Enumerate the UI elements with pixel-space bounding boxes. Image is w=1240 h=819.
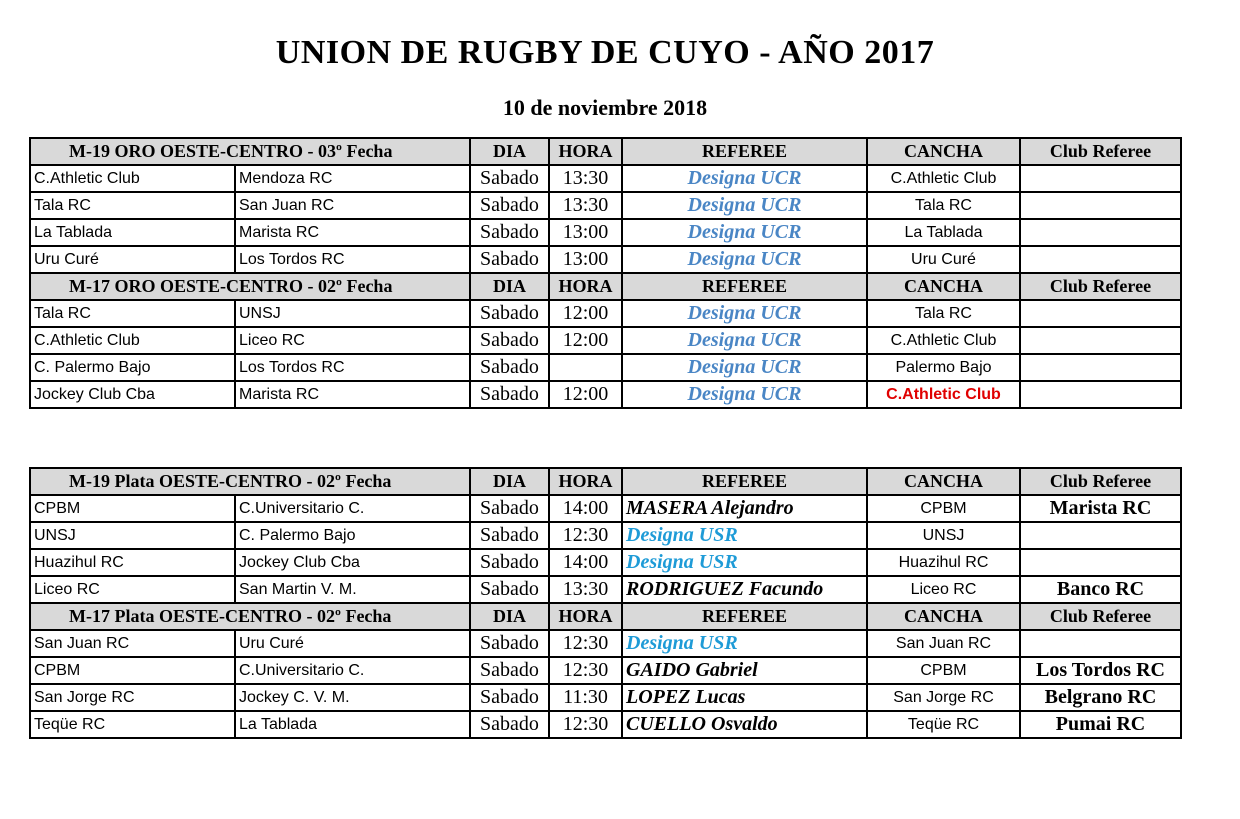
match-day: Sabado <box>470 300 549 327</box>
away-team: Uru Curé <box>235 630 470 657</box>
table-row <box>30 165 1181 192</box>
home-team: C.Athletic Club <box>30 327 235 354</box>
home-team: C. Palermo Bajo <box>30 354 235 381</box>
category-title: M-19 ORO OESTE-CENTRO - 03º Fecha <box>30 138 470 165</box>
club-referee <box>1020 381 1181 408</box>
table-row <box>30 657 1181 684</box>
match-time: 13:30 <box>549 576 622 603</box>
match-day: Sabado <box>470 165 549 192</box>
match-time <box>549 354 622 381</box>
venue: Palermo Bajo <box>867 354 1020 381</box>
away-team: C. Palermo Bajo <box>235 522 470 549</box>
table-row <box>30 522 1181 549</box>
match-day: Sabado <box>470 219 549 246</box>
club-referee: Banco RC <box>1020 576 1181 603</box>
referee: GAIDO Gabriel <box>622 657 867 684</box>
venue: Teqüe RC <box>867 711 1020 738</box>
table-row <box>30 354 1181 381</box>
home-team: Tala RC <box>30 192 235 219</box>
home-team: Tala RC <box>30 300 235 327</box>
club-referee <box>1020 246 1181 273</box>
section-header <box>30 273 1181 300</box>
table-row <box>30 549 1181 576</box>
venue: Huazihul RC <box>867 549 1020 576</box>
match-time: 13:30 <box>549 192 622 219</box>
home-team: CPBM <box>30 657 235 684</box>
cancha-header: CANCHA <box>867 273 1020 300</box>
home-team: La Tablada <box>30 219 235 246</box>
match-day: Sabado <box>470 522 549 549</box>
table-row <box>30 576 1181 603</box>
table-row <box>30 219 1181 246</box>
venue: La Tablada <box>867 219 1020 246</box>
referee: LOPEZ Lucas <box>622 684 867 711</box>
away-team: Liceo RC <box>235 327 470 354</box>
away-team: Mendoza RC <box>235 165 470 192</box>
section-header <box>30 468 1181 495</box>
table-row <box>30 192 1181 219</box>
dia-header: DIA <box>470 273 549 300</box>
match-time: 14:00 <box>549 495 622 522</box>
dia-header: DIA <box>470 468 549 495</box>
club-referee <box>1020 165 1181 192</box>
venue: Tala RC <box>867 300 1020 327</box>
away-team: C.Universitario C. <box>235 657 470 684</box>
table-row <box>30 711 1181 738</box>
referee: Designa USR <box>622 630 867 657</box>
referee: Designa UCR <box>622 192 867 219</box>
home-team: UNSJ <box>30 522 235 549</box>
away-team: C.Universitario C. <box>235 495 470 522</box>
match-time: 13:00 <box>549 246 622 273</box>
match-day: Sabado <box>470 549 549 576</box>
match-day: Sabado <box>470 192 549 219</box>
home-team: C.Athletic Club <box>30 165 235 192</box>
table-row <box>30 327 1181 354</box>
venue: Tala RC <box>867 192 1020 219</box>
club-referee-header: Club Referee <box>1020 603 1181 630</box>
club-referee <box>1020 300 1181 327</box>
away-team: Los Tordos RC <box>235 354 470 381</box>
home-team: Uru Curé <box>30 246 235 273</box>
club-referee-header: Club Referee <box>1020 468 1181 495</box>
hora-header: HORA <box>549 273 622 300</box>
venue: Liceo RC <box>867 576 1020 603</box>
club-referee <box>1020 192 1181 219</box>
category-title: M-19 Plata OESTE-CENTRO - 02º Fecha <box>30 468 470 495</box>
match-time: 11:30 <box>549 684 622 711</box>
plata-schedule-table <box>29 467 1182 739</box>
hora-header: HORA <box>549 603 622 630</box>
match-day: Sabado <box>470 327 549 354</box>
venue: C.Athletic Club <box>867 165 1020 192</box>
home-team: San Juan RC <box>30 630 235 657</box>
away-team: San Martin V. M. <box>235 576 470 603</box>
section-header <box>30 603 1181 630</box>
cancha-header: CANCHA <box>867 468 1020 495</box>
club-referee: Belgrano RC <box>1020 684 1181 711</box>
referee: Designa UCR <box>622 165 867 192</box>
referee: Designa UCR <box>622 381 867 408</box>
match-day: Sabado <box>470 630 549 657</box>
club-referee: Pumai RC <box>1020 711 1181 738</box>
venue: UNSJ <box>867 522 1020 549</box>
club-referee <box>1020 354 1181 381</box>
cancha-header: CANCHA <box>867 138 1020 165</box>
club-referee <box>1020 630 1181 657</box>
referee: Designa USR <box>622 549 867 576</box>
table-row <box>30 684 1181 711</box>
home-team: CPBM <box>30 495 235 522</box>
away-team: San Juan RC <box>235 192 470 219</box>
match-time: 13:00 <box>549 219 622 246</box>
match-day: Sabado <box>470 246 549 273</box>
referee-header: REFEREE <box>622 468 867 495</box>
oro-schedule-table <box>29 137 1182 409</box>
table-row <box>30 495 1181 522</box>
match-time: 12:30 <box>549 657 622 684</box>
referee: Designa USR <box>622 522 867 549</box>
match-time: 14:00 <box>549 549 622 576</box>
venue: CPBM <box>867 495 1020 522</box>
referee-header: REFEREE <box>622 603 867 630</box>
club-referee: Los Tordos RC <box>1020 657 1181 684</box>
home-team: Teqüe RC <box>30 711 235 738</box>
hora-header: HORA <box>549 138 622 165</box>
match-time: 12:00 <box>549 327 622 354</box>
away-team: UNSJ <box>235 300 470 327</box>
table-row <box>30 381 1181 408</box>
club-referee-header: Club Referee <box>1020 273 1181 300</box>
match-day: Sabado <box>470 381 549 408</box>
match-time: 12:30 <box>549 711 622 738</box>
table-row <box>30 246 1181 273</box>
referee-header: REFEREE <box>622 273 867 300</box>
home-team: Huazihul RC <box>30 549 235 576</box>
club-referee-header: Club Referee <box>1020 138 1181 165</box>
match-day: Sabado <box>470 711 549 738</box>
category-title: M-17 Plata OESTE-CENTRO - 02º Fecha <box>30 603 470 630</box>
club-referee: Marista RC <box>1020 495 1181 522</box>
home-team: Jockey Club Cba <box>30 381 235 408</box>
club-referee <box>1020 522 1181 549</box>
home-team: Liceo RC <box>30 576 235 603</box>
home-team: San Jorge RC <box>30 684 235 711</box>
venue: CPBM <box>867 657 1020 684</box>
away-team: La Tablada <box>235 711 470 738</box>
venue: San Juan RC <box>867 630 1020 657</box>
away-team: Jockey Club Cba <box>235 549 470 576</box>
club-referee <box>1020 549 1181 576</box>
referee: RODRIGUEZ Facundo <box>622 576 867 603</box>
category-title: M-17 ORO OESTE-CENTRO - 02º Fecha <box>30 273 470 300</box>
venue: San Jorge RC <box>867 684 1020 711</box>
match-day: Sabado <box>470 657 549 684</box>
referee: MASERA Alejandro <box>622 495 867 522</box>
match-day: Sabado <box>470 495 549 522</box>
referee: Designa UCR <box>622 354 867 381</box>
document-date: 10 de noviembre 2018 <box>502 95 708 120</box>
dia-header: DIA <box>470 138 549 165</box>
away-team: Los Tordos RC <box>235 246 470 273</box>
hora-header: HORA <box>549 468 622 495</box>
dia-header: DIA <box>470 603 549 630</box>
referee-header: REFEREE <box>622 138 867 165</box>
match-day: Sabado <box>470 576 549 603</box>
venue: C.Athletic Club <box>867 327 1020 354</box>
cancha-header: CANCHA <box>867 603 1020 630</box>
venue: C.Athletic Club <box>867 381 1020 408</box>
match-time: 12:00 <box>549 381 622 408</box>
club-referee <box>1020 219 1181 246</box>
away-team: Jockey C. V. M. <box>235 684 470 711</box>
match-time: 12:30 <box>549 522 622 549</box>
referee: CUELLO Osvaldo <box>622 711 867 738</box>
referee: Designa UCR <box>622 219 867 246</box>
club-referee <box>1020 327 1181 354</box>
referee: Designa UCR <box>622 300 867 327</box>
section-header <box>30 138 1181 165</box>
table-row <box>30 630 1181 657</box>
document-title: UNION DE RUGBY DE CUYO - AÑO 2017 <box>275 34 935 71</box>
match-time: 13:30 <box>549 165 622 192</box>
away-team: Marista RC <box>235 219 470 246</box>
venue: Uru Curé <box>867 246 1020 273</box>
match-day: Sabado <box>470 354 549 381</box>
match-day: Sabado <box>470 684 549 711</box>
table-row <box>30 300 1181 327</box>
match-time: 12:30 <box>549 630 622 657</box>
match-time: 12:00 <box>549 300 622 327</box>
away-team: Marista RC <box>235 381 470 408</box>
referee: Designa UCR <box>622 327 867 354</box>
referee: Designa UCR <box>622 246 867 273</box>
